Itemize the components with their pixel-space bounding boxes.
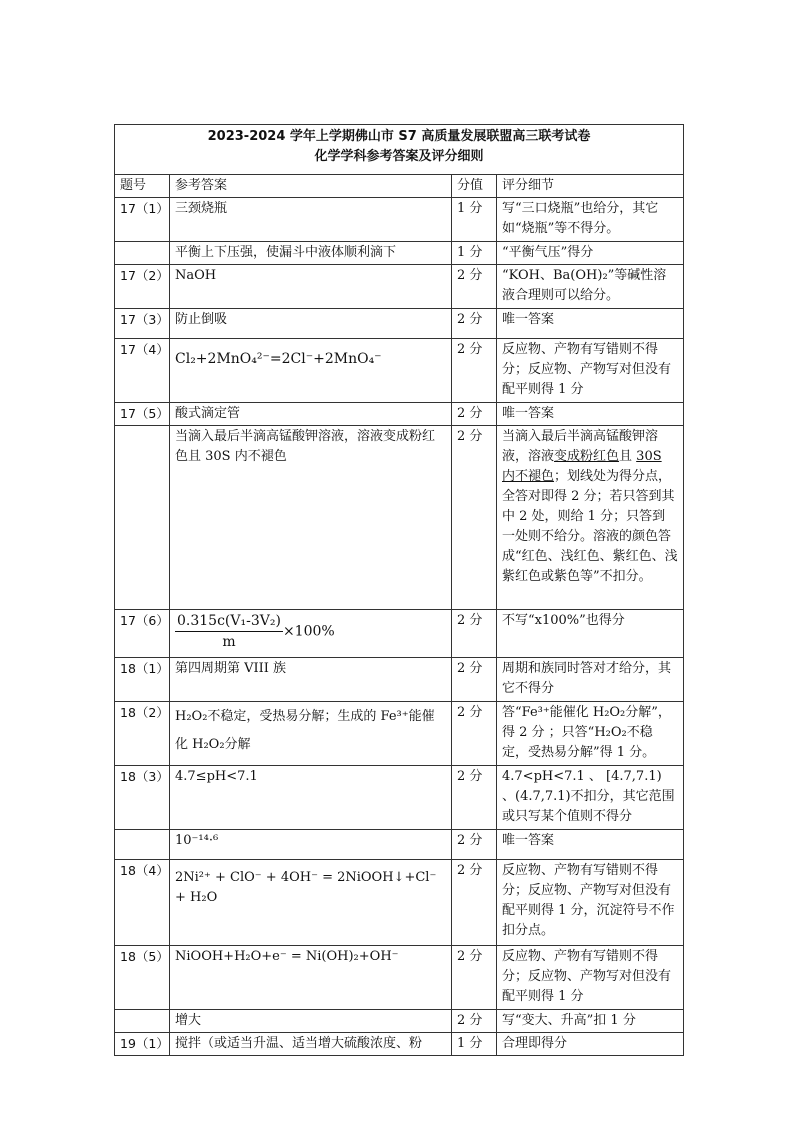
reference-answer: 第四周期第 VIII 族 — [170, 658, 452, 702]
question-number: 17（2） — [115, 265, 170, 309]
table-row — [115, 309, 684, 339]
header-detail: 评分细节 — [497, 175, 684, 198]
question-number — [115, 830, 170, 860]
score: 2 分 — [452, 339, 497, 403]
score: 2 分 — [452, 658, 497, 702]
question-number: 19（1） — [115, 1033, 170, 1056]
table-row — [115, 265, 684, 309]
score: 2 分 — [452, 702, 497, 766]
detail-text: ；划线处为得分点，全答对即得 2 分；若只答到其中 2 处，则给 1 分；只答到一处则不给分。溶液的颜色答成“红色、浅红色、紫红色、浅紫红色或紫色等”不扣分。 — [502, 469, 678, 584]
table-row — [115, 830, 684, 860]
score: 2 分 — [452, 426, 497, 610]
reference-answer: 10⁻¹⁴·⁶ — [170, 830, 452, 860]
score: 2 分 — [452, 946, 497, 1010]
grading-detail: “KOH、Ba(OH)₂”等碱性溶液合理则可以给分。 — [497, 265, 684, 309]
grading-detail: 唯一答案 — [497, 830, 684, 860]
score: 2 分 — [452, 766, 497, 830]
grading-detail: 不写“x100%”也得分 — [497, 610, 684, 658]
grading-detail: 写“三口烧瓶”也给分，其它如“烧瓶”等不得分。 — [497, 198, 684, 242]
table-title — [115, 125, 684, 175]
question-number — [115, 242, 170, 265]
grading-detail: 反应物、产物有写错则不得分；反应物、产物写对但没有配平则得 1 分 — [497, 339, 684, 403]
question-number: 17（5） — [115, 403, 170, 426]
reference-answer: H₂O₂不稳定，受热易分解；生成的 Fe³⁺能催化 H₂O₂分解 — [170, 702, 452, 766]
table-row — [115, 426, 684, 610]
table-row — [115, 198, 684, 242]
score: 1 分 — [452, 242, 497, 265]
reference-answer: 增大 — [170, 1010, 452, 1033]
question-number: 17（3） — [115, 309, 170, 339]
question-number: 17（6） — [115, 610, 170, 658]
header-answer: 参考答案 — [170, 175, 452, 198]
fraction — [175, 611, 283, 652]
reference-answer — [170, 610, 452, 658]
grading-detail: 合理即得分 — [497, 1033, 684, 1056]
table-row — [115, 610, 684, 658]
grading-detail: 答“Fe³⁺能催化 H₂O₂分解”，得 2 分 ；只答“H₂O₂不稳定，受热易分解”得 1 分。 — [497, 702, 684, 766]
score: 2 分 — [452, 309, 497, 339]
table-row — [115, 946, 684, 1010]
grading-detail — [497, 426, 684, 610]
header-row — [115, 175, 684, 198]
table-row — [115, 339, 684, 403]
reference-answer: Cl₂+2MnO₄²⁻=2Cl⁻+2MnO₄⁻ — [170, 339, 452, 403]
grading-detail: 周期和族同时答对才给分，其它不得分 — [497, 658, 684, 702]
table-row — [115, 658, 684, 702]
question-number: 18（2） — [115, 702, 170, 766]
reference-answer: NiOOH+H₂O+e⁻ = Ni(OH)₂+OH⁻ — [170, 946, 452, 1010]
table-row — [115, 1010, 684, 1033]
grading-detail: 写“变大、升高”扣 1 分 — [497, 1010, 684, 1033]
table-row — [115, 766, 684, 830]
reference-answer: 三颈烧瓶 — [170, 198, 452, 242]
fraction-denominator: m — [222, 634, 236, 650]
score: 2 分 — [452, 610, 497, 658]
question-number: 18（1） — [115, 658, 170, 702]
question-number: 18（3） — [115, 766, 170, 830]
fraction-numerator: 0.315c(V₁-3V₂) — [175, 611, 283, 632]
detail-text: 当滴入最后半滴高锰酸钾溶液，溶液 — [502, 429, 659, 464]
reference-answer: 4.7≤pH<7.1 — [170, 766, 452, 830]
reference-answer: 酸式滴定管 — [170, 403, 452, 426]
table-row — [115, 702, 684, 766]
title-line-2: 化学学科参考答案及评分细则 — [314, 149, 484, 164]
grading-detail: 反应物、产物有写错则不得分；反应物、产物写对但没有配平则得 1 分 — [497, 946, 684, 1010]
scoring-point-2: 30S 内不褪色 — [502, 449, 662, 484]
score: 1 分 — [452, 198, 497, 242]
table-row — [115, 403, 684, 426]
score: 2 分 — [452, 860, 497, 946]
table-row — [115, 242, 684, 265]
score: 2 分 — [452, 1010, 497, 1033]
question-number: 18（4） — [115, 860, 170, 946]
answer-key-table — [114, 124, 684, 1056]
table-row — [115, 1033, 684, 1056]
question-number: 17（1） — [115, 198, 170, 242]
table-row — [115, 860, 684, 946]
header-no: 题号 — [115, 175, 170, 198]
reference-answer: 当滴入最后半滴高锰酸钾溶液，溶液变成粉红色且 30S 内不褪色 — [170, 426, 452, 610]
reference-answer: NaOH — [170, 265, 452, 309]
score: 1 分 — [452, 1033, 497, 1056]
detail-text: 且 — [619, 449, 637, 464]
header-score: 分值 — [452, 175, 497, 198]
grading-detail: 唯一答案 — [497, 403, 684, 426]
scoring-point-1: 变成粉红色 — [554, 449, 620, 464]
question-number: 17（4） — [115, 339, 170, 403]
grading-detail: 唯一答案 — [497, 309, 684, 339]
question-number — [115, 426, 170, 610]
reference-answer: 防止倒吸 — [170, 309, 452, 339]
score: 2 分 — [452, 265, 497, 309]
grading-detail: “平衡气压”得分 — [497, 242, 684, 265]
reference-answer: 搅拌（或适当升温、适当增大硫酸浓度、粉 — [170, 1033, 452, 1056]
score: 2 分 — [452, 830, 497, 860]
reference-answer: 2Ni²⁺ + ClO⁻ + 4OH⁻ = 2NiOOH↓+Cl⁻ + H₂O — [170, 860, 452, 946]
grading-detail: 反应物、产物有写错则不得分；反应物、产物写对但没有配平则得 1 分，沉淀符号不作扣分点。 — [497, 860, 684, 946]
score: 2 分 — [452, 403, 497, 426]
title-line-1: 2023-2024 学年上学期佛山市 S7 高质量发展联盟高三联考试卷 — [207, 129, 591, 144]
question-number: 18（5） — [115, 946, 170, 1010]
grading-detail: 4.7<pH<7.1 、 [4.7,7.1) 、(4.7,7.1)不扣分，其它范围或只写某个值则不得分 — [497, 766, 684, 830]
question-number — [115, 1010, 170, 1033]
percent-suffix: ×100% — [282, 623, 335, 640]
reference-answer: 平衡上下压强，使漏斗中液体顺利滴下 — [170, 242, 452, 265]
